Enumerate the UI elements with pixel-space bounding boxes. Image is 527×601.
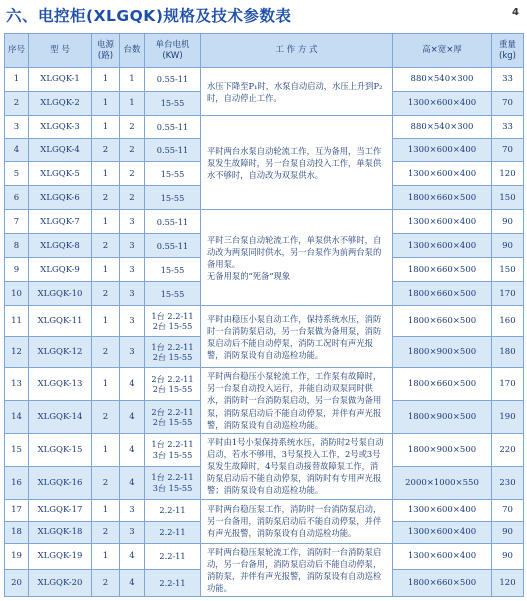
cell-work-mode: 水压下降至P₁时，水泵自动启动，水压上升到P₂时，自动停止工作。	[201, 68, 393, 116]
cell-motor	[145, 258, 201, 282]
motor-line: 15-55	[160, 288, 185, 299]
cell-units: 4	[120, 543, 145, 570]
cell-motor	[145, 116, 201, 139]
header-power: 电源 (路)	[92, 34, 120, 68]
cell-motor	[145, 306, 201, 337]
cell-seq: 7	[5, 210, 29, 234]
cell-model: XLGQK-16	[29, 466, 92, 499]
cell-power: 2	[92, 139, 120, 162]
motor-line: 15-55	[160, 264, 185, 275]
cell-power: 1	[92, 68, 120, 92]
cell-seq: 5	[5, 162, 29, 186]
cell-seq: 17	[5, 499, 29, 521]
motor-line: 2.2-11	[159, 505, 186, 516]
cell-seq: 2	[5, 92, 29, 116]
cell-units: 3	[120, 258, 145, 282]
cell-weight: 230	[492, 466, 524, 499]
cell-seq: 20	[5, 570, 29, 597]
cell-motor	[145, 139, 201, 162]
cell-units: 2	[120, 186, 145, 210]
motor-line: 2台 15-55	[152, 352, 193, 363]
cell-work-mode: 平时两台水泵自动轮流工作，互为备用，当工作泵发生故障时，另一台泵自动投入工作，单泵供水不够时，自动改为双泵供水。	[201, 116, 393, 210]
motor-line: 15-55	[160, 192, 185, 203]
cell-size: 880×540×300	[393, 116, 492, 139]
cell-model: XLGQK-1	[29, 68, 92, 92]
cell-model: XLGQK-8	[29, 234, 92, 258]
cell-size: 1800×660×500	[393, 186, 492, 210]
cell-motor	[145, 499, 201, 521]
cell-power: 1	[92, 543, 120, 570]
motor-line: 15-55	[160, 98, 185, 109]
cell-units: 4	[120, 368, 145, 401]
motor-line: 0.55-11	[156, 144, 189, 155]
cell-weight: 90	[492, 234, 524, 258]
cell-weight: 120	[492, 162, 524, 186]
cell-seq: 11	[5, 306, 29, 337]
cell-size: 1800×900×500	[393, 337, 492, 368]
cell-work-mode: 平时两台稳压小泵轮流工作，工作泵有故障时，另一台泵自动投入运行，并能自动双泵同时供水，消防时一台消防泵启动，另一台泵做为备用泵，消防泵启动后不能自动停泵，并伴有声光报警，消防泵设有自动巡检功能。	[201, 368, 393, 433]
cell-weight: 170	[492, 282, 524, 306]
cell-seq: 4	[5, 139, 29, 162]
cell-size: 1300×600×400	[393, 543, 492, 570]
cell-power: 1	[92, 368, 120, 401]
cell-weight: 90	[492, 521, 524, 543]
header-seq: 序号	[5, 34, 29, 68]
cell-model: XLGQK-2	[29, 92, 92, 116]
motor-line: 0.55-11	[156, 74, 189, 85]
motor-line: 15-55	[160, 168, 185, 179]
cell-motor	[145, 521, 201, 543]
cell-units: 3	[120, 282, 145, 306]
cell-weight: 220	[492, 433, 524, 466]
motor-line: 2.2-11	[159, 578, 186, 589]
cell-units: 3	[120, 210, 145, 234]
cell-motor	[145, 543, 201, 570]
cell-motor	[145, 368, 201, 401]
cell-power: 2	[92, 466, 120, 499]
cell-work-mode: 平时两台稳压泵工作，消防时一台消防泵启动，另一台备用，消防泵启动后不能自动停泵，并伴有声光报警，消防泵设有自动巡检功能。	[201, 499, 393, 543]
cell-seq: 1	[5, 68, 29, 92]
cell-motor	[145, 337, 201, 368]
cell-units: 1	[120, 68, 145, 92]
table-row	[5, 499, 524, 521]
cell-power: 2	[92, 282, 120, 306]
cell-seq: 13	[5, 368, 29, 401]
cell-size: 1300×600×400	[393, 92, 492, 116]
cell-motor	[145, 433, 201, 466]
table-row	[5, 433, 524, 466]
spec-table	[4, 33, 524, 597]
cell-units: 4	[120, 466, 145, 499]
header-size: 高×宽×厚	[393, 34, 492, 68]
cell-power: 1	[92, 258, 120, 282]
motor-line: 0.55-11	[156, 121, 189, 132]
motor-line: 2台 15-55	[152, 416, 193, 427]
cell-size: 1800×660×500	[393, 258, 492, 282]
cell-model: XLGQK-12	[29, 337, 92, 368]
cell-seq: 10	[5, 282, 29, 306]
motor-line: 1台 2.2-11	[151, 342, 194, 353]
header-motor: 单台电机 (KW)	[145, 34, 201, 68]
header-model: 型 号	[29, 34, 92, 68]
cell-seq: 16	[5, 466, 29, 499]
cell-weight: 170	[492, 368, 524, 401]
cell-motor	[145, 162, 201, 186]
cell-units: 3	[120, 306, 145, 337]
cell-size: 1300×600×400	[393, 162, 492, 186]
cell-seq: 9	[5, 258, 29, 282]
cell-motor	[145, 92, 201, 116]
cell-weight: 70	[492, 139, 524, 162]
cell-seq: 12	[5, 337, 29, 368]
cell-units: 4	[120, 570, 145, 597]
cell-units: 1	[120, 92, 145, 116]
cell-power: 1	[92, 116, 120, 139]
cell-units: 3	[120, 521, 145, 543]
cell-weight: 90	[492, 543, 524, 570]
cell-weight: 70	[492, 92, 524, 116]
cell-model: XLGQK-13	[29, 368, 92, 401]
cell-size: 1300×600×400	[393, 234, 492, 258]
cell-motor	[145, 570, 201, 597]
cell-seq: 8	[5, 234, 29, 258]
cell-size: 1800×660×500	[393, 570, 492, 597]
cell-weight: 190	[492, 400, 524, 433]
motor-line: 2台 15-55	[152, 321, 193, 332]
cell-motor	[145, 466, 201, 499]
cell-work-mode: 平时由稳压小泵自动工作，保持系统水压，消防时一台消防泵启动，另一台泵做为备用泵，消防泵启动后不能自动停泵，消防工况时有声光报警，消防泵设有自动巡检功能。	[201, 306, 393, 368]
motor-line: 2.2-11	[159, 527, 186, 538]
cell-model: XLGQK-3	[29, 116, 92, 139]
cell-power: 2	[92, 337, 120, 368]
cell-power: 1	[92, 210, 120, 234]
cell-motor	[145, 186, 201, 210]
cell-size: 2000×1000×550	[393, 466, 492, 499]
cell-units: 2	[120, 139, 145, 162]
motor-line: 2台 2.2-11	[151, 406, 194, 417]
cell-weight: 180	[492, 337, 524, 368]
cell-weight: 33	[492, 68, 524, 92]
cell-motor	[145, 400, 201, 433]
cell-model: XLGQK-15	[29, 433, 92, 466]
cell-size: 1300×600×400	[393, 210, 492, 234]
cell-units: 3	[120, 499, 145, 521]
cell-motor	[145, 282, 201, 306]
page-number: 4	[512, 7, 519, 18]
cell-power: 1	[92, 499, 120, 521]
cell-work-mode: 平时由1号小泵保持系统水压，消防时2号泵自动启动，若水不够用，3号泵投入工作，2号或3号泵发生故障时，4号泵自动接替故障泵工作，消防泵启动后不能自动停泵，消防时有专用声光报警；消防泵设有自动巡检功能。	[201, 433, 393, 499]
cell-model: XLGQK-10	[29, 282, 92, 306]
cell-weight: 150	[492, 258, 524, 282]
cell-seq: 15	[5, 433, 29, 466]
cell-size: 1800×900×500	[393, 433, 492, 466]
cell-size: 1800×900×500	[393, 400, 492, 433]
motor-line: 0.55-11	[156, 216, 189, 227]
table-row	[5, 116, 524, 139]
cell-size: 880×540×300	[393, 68, 492, 92]
cell-power: 1	[92, 433, 120, 466]
cell-model: XLGQK-17	[29, 499, 92, 521]
table-header-row	[5, 34, 524, 68]
cell-units: 4	[120, 433, 145, 466]
cell-motor	[145, 234, 201, 258]
cell-power: 2	[92, 400, 120, 433]
cell-model: XLGQK-14	[29, 400, 92, 433]
motor-line: 1台 2.2-11	[151, 439, 194, 450]
cell-units: 3	[120, 234, 145, 258]
cell-model: XLGQK-4	[29, 139, 92, 162]
header-units: 台数	[120, 34, 145, 68]
cell-motor	[145, 68, 201, 92]
table-row	[5, 368, 524, 401]
cell-size: 1300×600×400	[393, 139, 492, 162]
cell-motor	[145, 210, 201, 234]
table-body	[5, 68, 524, 597]
cell-power: 1	[92, 306, 120, 337]
cell-model: XLGQK-7	[29, 210, 92, 234]
motor-line: 2台 2.2-11	[151, 373, 194, 384]
cell-weight: 160	[492, 306, 524, 337]
cell-seq: 3	[5, 116, 29, 139]
cell-model: XLGQK-5	[29, 162, 92, 186]
header-weight: 重量 (kg)	[492, 34, 524, 68]
cell-model: XLGQK-20	[29, 570, 92, 597]
cell-power: 2	[92, 570, 120, 597]
cell-seq: 14	[5, 400, 29, 433]
page-title: 六、电控柜(XLGQK)规格及技术参数表	[6, 7, 292, 25]
cell-weight: 120	[492, 570, 524, 597]
cell-power: 2	[92, 521, 120, 543]
cell-work-mode: 平时两台稳压泵轮流工作，消防时一台消防泵启动，另一台备用，消防泵启动后不能自动停泵，消防泵，并伴有声光报警，消防泵设有自动巡检功能。	[201, 543, 393, 596]
cell-weight: 150	[492, 186, 524, 210]
table-row	[5, 68, 524, 92]
motor-line: 2台 15-55	[152, 384, 193, 395]
motor-line: 3台 15-55	[152, 449, 193, 460]
cell-power: 1	[92, 92, 120, 116]
header-mode: 工 作 方 式	[201, 34, 393, 68]
cell-weight: 90	[492, 210, 524, 234]
cell-size: 1800×660×500	[393, 282, 492, 306]
cell-model: XLGQK-11	[29, 306, 92, 337]
table-row	[5, 543, 524, 570]
cell-model: XLGQK-19	[29, 543, 92, 570]
cell-weight: 33	[492, 116, 524, 139]
cell-seq: 6	[5, 186, 29, 210]
cell-size: 1800×660×500	[393, 306, 492, 337]
cell-model: XLGQK-9	[29, 258, 92, 282]
cell-seq: 18	[5, 521, 29, 543]
cell-size: 1300×600×400	[393, 499, 492, 521]
cell-size: 1300×600×400	[393, 521, 492, 543]
motor-line: 3台 15-55	[152, 482, 193, 493]
cell-units: 3	[120, 337, 145, 368]
motor-line: 1台 2.2-11	[151, 472, 194, 483]
table-row	[5, 210, 524, 234]
cell-seq: 19	[5, 543, 29, 570]
cell-units: 2	[120, 162, 145, 186]
cell-power: 2	[92, 234, 120, 258]
cell-power: 2	[92, 186, 120, 210]
cell-size: 1800×660×500	[393, 368, 492, 401]
cell-units: 4	[120, 400, 145, 433]
motor-line: 1台 2.2-11	[151, 311, 194, 322]
table-row	[5, 306, 524, 337]
motor-line: 2.2-11	[159, 551, 186, 562]
cell-units: 2	[120, 116, 145, 139]
cell-work-mode: 平时三台泵自动轮流工作，单泵供水不够时，自动改为两泵同时供水，另一台泵作为前两台泵的备用泵。 无备用泵的“死备”现象	[201, 210, 393, 306]
cell-weight: 70	[492, 499, 524, 521]
motor-line: 0.55-11	[156, 240, 189, 251]
cell-model: XLGQK-6	[29, 186, 92, 210]
cell-power: 1	[92, 162, 120, 186]
cell-model: XLGQK-18	[29, 521, 92, 543]
